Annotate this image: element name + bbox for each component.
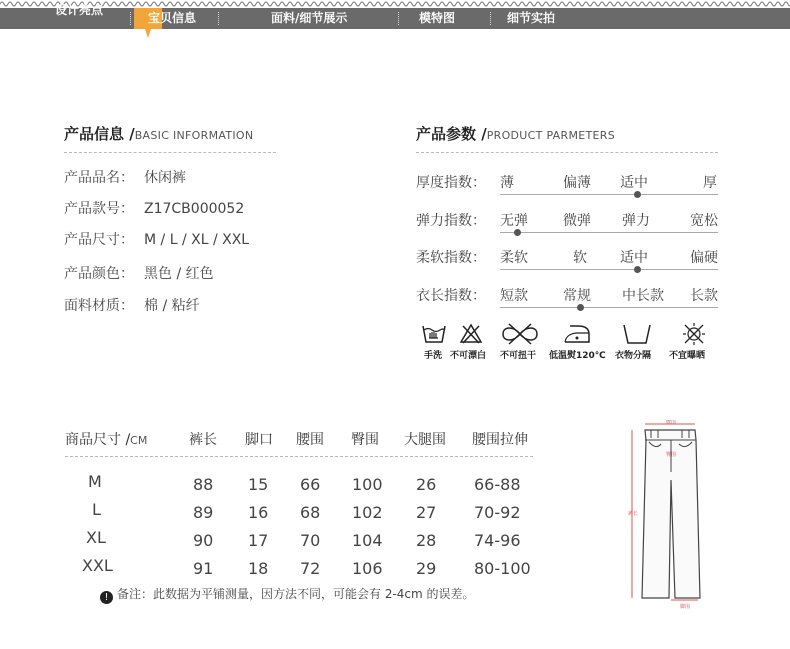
- no-wring-icon: [500, 322, 540, 346]
- info-row-material: [64, 295, 200, 315]
- divider: [64, 152, 276, 153]
- divider: [416, 152, 718, 153]
- info-label: 面料材质：: [64, 298, 134, 314]
- size-cell: 27: [416, 503, 437, 522]
- size-label: XXL: [82, 556, 113, 575]
- param-label: 衣长指数：: [416, 288, 486, 304]
- size-cell: 100: [352, 475, 383, 494]
- info-value: 棉 / 粘纤: [144, 298, 200, 314]
- product-params-title: 产品参数 /: [416, 125, 487, 143]
- column-header: 脚口: [245, 432, 273, 448]
- info-value: M / L / XL / XXL: [144, 232, 250, 248]
- care-label: 手洗: [424, 351, 443, 361]
- param-option: 微弹: [563, 213, 591, 229]
- size-cell: 89: [193, 503, 214, 522]
- param-selected-marker: [514, 229, 521, 236]
- info-label: 产品尺寸：: [64, 232, 134, 248]
- param-option: 弹力: [622, 213, 650, 229]
- size-cell: 90: [193, 531, 214, 550]
- nav-item-product-info[interactable]: 宝贝信息: [148, 11, 197, 25]
- nav-item-model-photos[interactable]: 模特图: [419, 11, 456, 25]
- nav-separator: [130, 12, 131, 25]
- size-table-title: 商品尺寸 /: [65, 432, 131, 448]
- param-scale-line: [500, 232, 718, 233]
- size-cell: 80-100: [474, 559, 531, 578]
- info-row-colors: [64, 263, 214, 283]
- pants-measurement-diagram: [628, 420, 718, 610]
- column-header: 腰围拉伸: [472, 432, 528, 448]
- info-value: Z17CB000052: [144, 201, 245, 217]
- top-nav: [0, 0, 790, 37]
- care-label: 不宜曝晒: [669, 351, 706, 361]
- nav-separator: [218, 12, 219, 25]
- size-label: L: [92, 500, 101, 519]
- info-label: 产品品名：: [64, 170, 134, 186]
- divider: [65, 456, 533, 457]
- size-cell: 26: [416, 475, 437, 494]
- measurement-note: [100, 585, 475, 604]
- info-row-sizes: [64, 229, 249, 249]
- low-iron-icon: [562, 322, 592, 346]
- info-label: 产品款号：: [64, 201, 134, 217]
- waist-label: 腰围: [666, 420, 677, 425]
- column-header: 臀围: [351, 432, 379, 448]
- param-option: 短款: [500, 288, 528, 304]
- size-cell: 16: [248, 503, 269, 522]
- note-text: 备注：此数据为平铺测量，因方法不同，可能会有 2-4cm 的误差。: [117, 587, 475, 601]
- size-cell: 106: [352, 559, 383, 578]
- size-cell: 91: [193, 559, 214, 578]
- param-selected-marker: [577, 304, 584, 311]
- size-cell: 15: [248, 475, 269, 494]
- product-info-title-en: BASIC INFORMATION: [134, 129, 254, 142]
- size-cell: 70: [300, 531, 321, 550]
- hem-label: 脚围: [680, 604, 691, 610]
- care-label: 低温熨120℃: [549, 351, 606, 361]
- param-option: 中长款: [622, 288, 664, 304]
- param-option: 适中: [620, 250, 648, 266]
- size-label: M: [88, 472, 102, 491]
- info-row-name: [64, 167, 186, 187]
- param-option: 常规: [563, 288, 591, 304]
- size-cell: 72: [300, 559, 321, 578]
- size-table-unit: CM: [130, 434, 148, 447]
- care-label: 不可漂白: [450, 351, 487, 361]
- size-cell: 70-92: [474, 503, 521, 522]
- column-header: 大腿围: [404, 432, 446, 448]
- size-cell: 102: [352, 503, 383, 522]
- size-cell: 104: [352, 531, 383, 550]
- size-cell: 17: [248, 531, 269, 550]
- nav-bar: [0, 8, 790, 29]
- product-info-heading: [64, 123, 253, 144]
- info-value: 休闲裤: [144, 170, 186, 186]
- no-sun-dry-icon: [682, 322, 706, 346]
- param-label: 弹力指数：: [416, 213, 486, 229]
- nav-wave-border: [0, 0, 790, 8]
- size-cell: 74-96: [474, 531, 521, 550]
- param-option: 无弹: [500, 213, 528, 229]
- size-cell: 68: [300, 503, 321, 522]
- separate-wash-icon: [622, 322, 652, 346]
- hip-label: 臀围: [666, 452, 677, 458]
- nav-item-detail-shots[interactable]: 细节实拍: [507, 11, 556, 25]
- size-label: XL: [86, 528, 106, 547]
- param-label: 厚度指数：: [416, 175, 486, 191]
- size-cell: 88: [193, 475, 214, 494]
- product-params-heading: [416, 123, 615, 144]
- size-cell: 66: [300, 475, 321, 494]
- product-info-title: 产品信息 /: [64, 125, 135, 143]
- size-table-heading: [65, 429, 147, 449]
- param-option: 薄: [500, 175, 514, 191]
- param-option: 软: [573, 250, 587, 266]
- param-option: 偏薄: [563, 175, 591, 191]
- product-params-title-en: PRODUCT PARMETERS: [486, 129, 615, 142]
- info-icon: !: [100, 591, 113, 604]
- info-row-style-no: [64, 198, 244, 218]
- param-selected-marker: [634, 191, 641, 198]
- param-label: 柔软指数：: [416, 250, 486, 266]
- column-header: 裤长: [189, 432, 217, 448]
- size-cell: 28: [416, 531, 437, 550]
- care-label: 衣物分隔: [615, 351, 652, 361]
- param-option: 厚: [703, 175, 717, 191]
- param-scale-line: [500, 269, 718, 270]
- param-option: 适中: [620, 175, 648, 191]
- info-value: 黑色 / 红色: [144, 266, 214, 282]
- param-selected-marker: [634, 266, 641, 273]
- info-label: 产品颜色：: [64, 266, 134, 282]
- length-label: 裤长: [628, 511, 639, 517]
- nav-separator: [398, 12, 399, 25]
- nav-item-design-highlights[interactable]: 设计亮点: [55, 3, 104, 17]
- nav-separator: [490, 12, 491, 25]
- care-label: 不可扭干: [500, 351, 537, 361]
- column-header: 腰围: [296, 432, 324, 448]
- nav-item-fabric-details[interactable]: 面料/细节展示: [271, 11, 348, 25]
- size-cell: 18: [248, 559, 269, 578]
- param-option: 柔软: [500, 250, 528, 266]
- param-option: 长款: [690, 288, 718, 304]
- size-cell: 29: [416, 559, 437, 578]
- param-scale-line: [500, 194, 718, 195]
- no-bleach-icon: [459, 322, 483, 346]
- hand-wash-icon: [421, 322, 447, 346]
- param-option: 偏硬: [690, 250, 718, 266]
- size-cell: 66-88: [474, 475, 521, 494]
- param-option: 宽松: [690, 213, 718, 229]
- param-scale-line: [500, 307, 718, 308]
